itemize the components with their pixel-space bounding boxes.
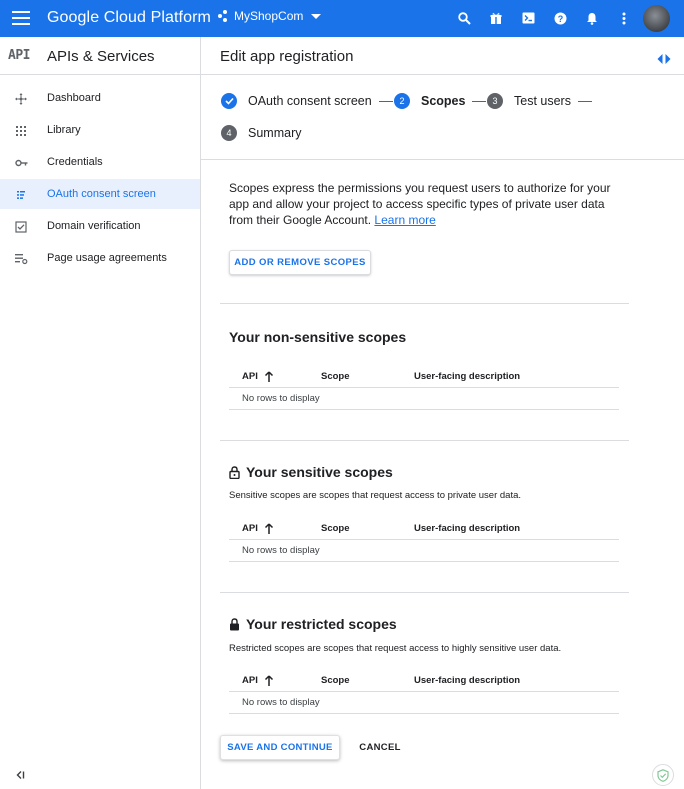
step-number: 2 <box>394 93 410 109</box>
main-header <box>201 37 684 75</box>
table-row <box>229 540 619 562</box>
section-description: Restricted scopes are scopes that request access to highly sensitive user data. <box>229 643 562 654</box>
svg-text:?: ? <box>557 13 563 24</box>
sort-arrow-icon[interactable] <box>264 523 274 535</box>
project-name: MyShopCom <box>234 9 304 23</box>
step-connector <box>472 101 486 102</box>
column-description: User-facing description <box>414 371 521 382</box>
column-api[interactable]: API <box>242 523 258 534</box>
column-api[interactable]: API <box>242 371 258 382</box>
key-icon <box>15 156 27 168</box>
column-description: User-facing description <box>414 675 521 686</box>
search-icon[interactable] <box>456 10 472 26</box>
sidebar <box>0 37 201 789</box>
sensitive-scopes-table <box>229 518 619 562</box>
help-icon[interactable] <box>552 10 568 26</box>
step-label: Scopes <box>421 94 466 108</box>
avatar[interactable] <box>643 5 670 32</box>
settings-list-icon <box>15 252 27 264</box>
page-title: Edit app registration <box>220 48 354 65</box>
save-and-continue-button[interactable]: SAVE AND CONTINUE <box>220 735 340 760</box>
code-panel-toggle-icon[interactable] <box>657 51 671 61</box>
table-row <box>229 692 619 714</box>
chevron-down-icon <box>311 14 321 19</box>
step-connector <box>578 101 592 102</box>
intro-body: Scopes express the permissions you request users to authorize for your app and allow your project to access specific types of private user data from their Google Account. <box>229 181 611 227</box>
project-dots-icon <box>218 10 228 22</box>
top-app-bar <box>0 0 684 37</box>
sidebar-item-label: Domain verification <box>47 220 141 232</box>
sidebar-title: APIs & Services <box>47 48 155 65</box>
intro-text <box>229 180 624 228</box>
sidebar-item-domain-verification[interactable] <box>0 211 200 241</box>
section-title-text: Your non-sensitive scopes <box>229 329 407 345</box>
table-header <box>229 518 619 540</box>
sidebar-item-label: Dashboard <box>47 92 101 104</box>
sidebar-item-dashboard[interactable] <box>0 83 200 113</box>
sort-arrow-icon[interactable] <box>264 675 274 687</box>
section-title-non-sensitive <box>229 329 406 345</box>
sidebar-item-label: OAuth consent screen <box>47 188 156 200</box>
empty-message: No rows to display <box>242 697 320 708</box>
column-api[interactable]: API <box>242 675 258 686</box>
table-header <box>229 366 619 388</box>
column-description: User-facing description <box>414 523 521 534</box>
step-scopes[interactable] <box>394 93 486 109</box>
step-label: OAuth consent screen <box>248 94 372 108</box>
sidebar-header <box>0 37 200 75</box>
sidebar-item-page-usage-agreements[interactable] <box>0 243 200 273</box>
column-scope: Scope <box>321 371 350 382</box>
sidebar-item-oauth-consent-screen[interactable] <box>0 179 200 209</box>
section-title-text: Your sensitive scopes <box>246 464 393 480</box>
lock-icon <box>229 618 240 630</box>
sidebar-item-label: Page usage agreements <box>47 252 167 264</box>
empty-message: No rows to display <box>242 393 320 404</box>
stepper <box>201 75 684 160</box>
step-summary[interactable] <box>221 125 301 141</box>
column-scope: Scope <box>321 675 350 686</box>
divider <box>220 440 629 441</box>
add-or-remove-scopes-button[interactable]: ADD OR REMOVE SCOPES <box>229 250 371 275</box>
sidebar-item-label: Library <box>47 124 81 136</box>
sidebar-item-library[interactable] <box>0 115 200 145</box>
sidebar-item-label: Credentials <box>47 156 103 168</box>
step-number: 3 <box>487 93 503 109</box>
step-number: 4 <box>221 125 237 141</box>
section-description: Sensitive scopes are scopes that request access to private user data. <box>229 490 522 501</box>
lock-open-icon <box>229 466 240 478</box>
sort-arrow-icon[interactable] <box>264 371 274 383</box>
brand-title[interactable]: Google Cloud Platform <box>47 9 211 26</box>
consent-icon <box>15 188 27 200</box>
divider <box>220 303 629 304</box>
dashboard-icon <box>15 92 27 104</box>
menu-icon[interactable] <box>12 11 30 25</box>
non-sensitive-scopes-table <box>229 366 619 410</box>
check-circle-icon <box>221 93 237 109</box>
checkbox-icon <box>15 220 27 232</box>
project-selector[interactable] <box>218 9 321 23</box>
library-icon <box>15 124 27 136</box>
cancel-button[interactable]: CANCEL <box>359 742 401 753</box>
cloud-shell-icon[interactable] <box>520 10 536 26</box>
empty-message: No rows to display <box>242 545 320 556</box>
section-title-text: Your restricted scopes <box>246 616 397 632</box>
gift-icon[interactable] <box>488 10 504 26</box>
shield-check-icon[interactable] <box>652 764 674 786</box>
restricted-scopes-table <box>229 670 619 714</box>
notifications-icon[interactable] <box>584 10 600 26</box>
column-scope: Scope <box>321 523 350 534</box>
step-label: Summary <box>248 126 302 140</box>
table-row <box>229 388 619 410</box>
step-test-users[interactable] <box>487 93 592 109</box>
step-oauth-consent-screen[interactable] <box>221 93 393 109</box>
table-header <box>229 670 619 692</box>
section-title-sensitive <box>229 464 393 480</box>
learn-more-link[interactable]: Learn more <box>374 213 436 227</box>
collapse-sidebar-icon[interactable] <box>15 769 25 783</box>
step-label: Test users <box>514 94 571 108</box>
divider <box>220 592 629 593</box>
api-logo: API <box>8 48 30 63</box>
section-title-restricted <box>229 616 397 632</box>
sidebar-item-credentials[interactable] <box>0 147 200 177</box>
step-connector <box>379 101 393 102</box>
more-vert-icon[interactable] <box>616 10 632 26</box>
